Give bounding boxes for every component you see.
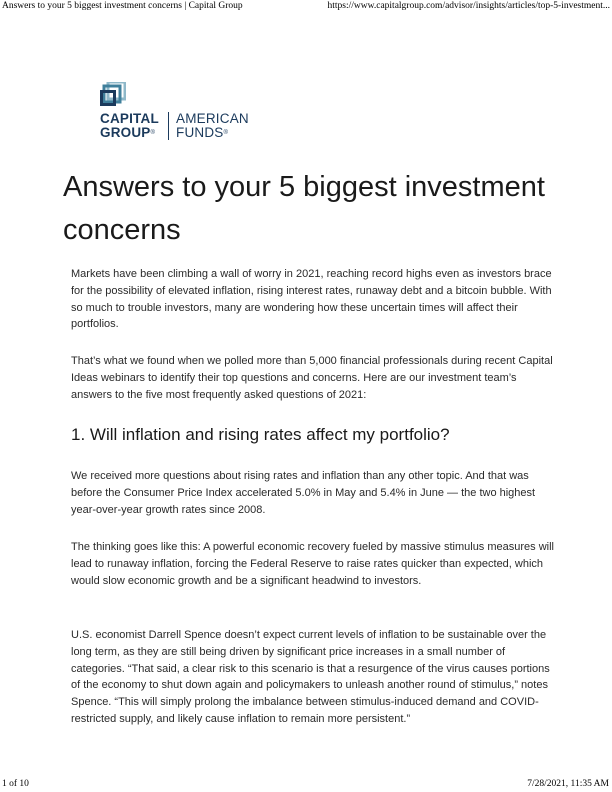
section-1-heading: 1. Will inflation and rising rates affect my portfolio? [71, 425, 450, 444]
logo-reg-mark: ® [150, 130, 156, 136]
section-1-paragraph-1: We received more questions about rising rates and inflation than any other topic. And that was before the Consumer Price Index accelerated 5.0% in May and 5.4% in June — the two highest year-over-year growth rates since 2008. [71, 470, 536, 516]
logo-funds: FUNDS [176, 125, 224, 140]
section-1-paragraph-2: The thinking goes like this: A powerful economic recovery fueled by massive stimulus measures will lead to runaway inflation, forcing the Federal Reserve to raise rates quicker than expected, which would slow economic growth and be a significant headwind to investors. [71, 541, 554, 587]
print-footer [0, 779, 612, 792]
intro-paragraph-2: That’s what we found when we polled more than 5,000 financial professionals during recent Capital Ideas webinars to identify their top questions and concerns. Here are our investment team’s answers to the five most frequently asked questions of 2021: [71, 355, 553, 401]
logo-divider [168, 112, 169, 140]
article-title: Answers to your 5 biggest investment concerns [63, 171, 545, 246]
capital-group-logo [100, 82, 270, 142]
print-header [0, 0, 612, 14]
logo-american-funds-text [176, 112, 249, 140]
logo-group: GROUP [100, 125, 151, 140]
capital-group-logo-mark [100, 82, 126, 108]
logo-capital-group-text [100, 112, 159, 140]
logo-capital: CAPITAL [100, 111, 159, 126]
logo-funds-reg-mark: ® [223, 130, 229, 136]
intro-paragraph-1: Markets have been climbing a wall of worry in 2021, reaching record highs even as investors brace for the possibility of elevated inflation, rising interest rates, runaway debt and a bitcoin bubble. With so much to trouble investors, many are wondering how these uncertain times will affect their portfolios. [71, 268, 552, 331]
print-url: https://www.capitalgroup.com/advisor/insights/articles/top-5-investment... [327, 1, 610, 11]
page-count: 1 of 10 [2, 779, 29, 789]
print-datetime: 7/28/2021, 11:35 AM [527, 779, 609, 789]
print-page-title: Answers to your 5 biggest investment concerns | Capital Group [2, 1, 243, 11]
section-1-paragraph-3: U.S. economist Darrell Spence doesn’t expect current levels of inflation to be sustainable over the long term, as they are still being driven by significant price increases in a small number of categories. “That said, a clear risk to this scenario is that a resurgence of the virus causes portions of the economy to shut down again and policymakers to unleash another round of stimulus,” notes Spence. “This will simply prolong the imbalance between stimulus-induced demand and COVID-restricted supply, and likely cause inflation to remain more persistent.” [71, 629, 550, 725]
logo-american: AMERICAN [176, 111, 249, 126]
